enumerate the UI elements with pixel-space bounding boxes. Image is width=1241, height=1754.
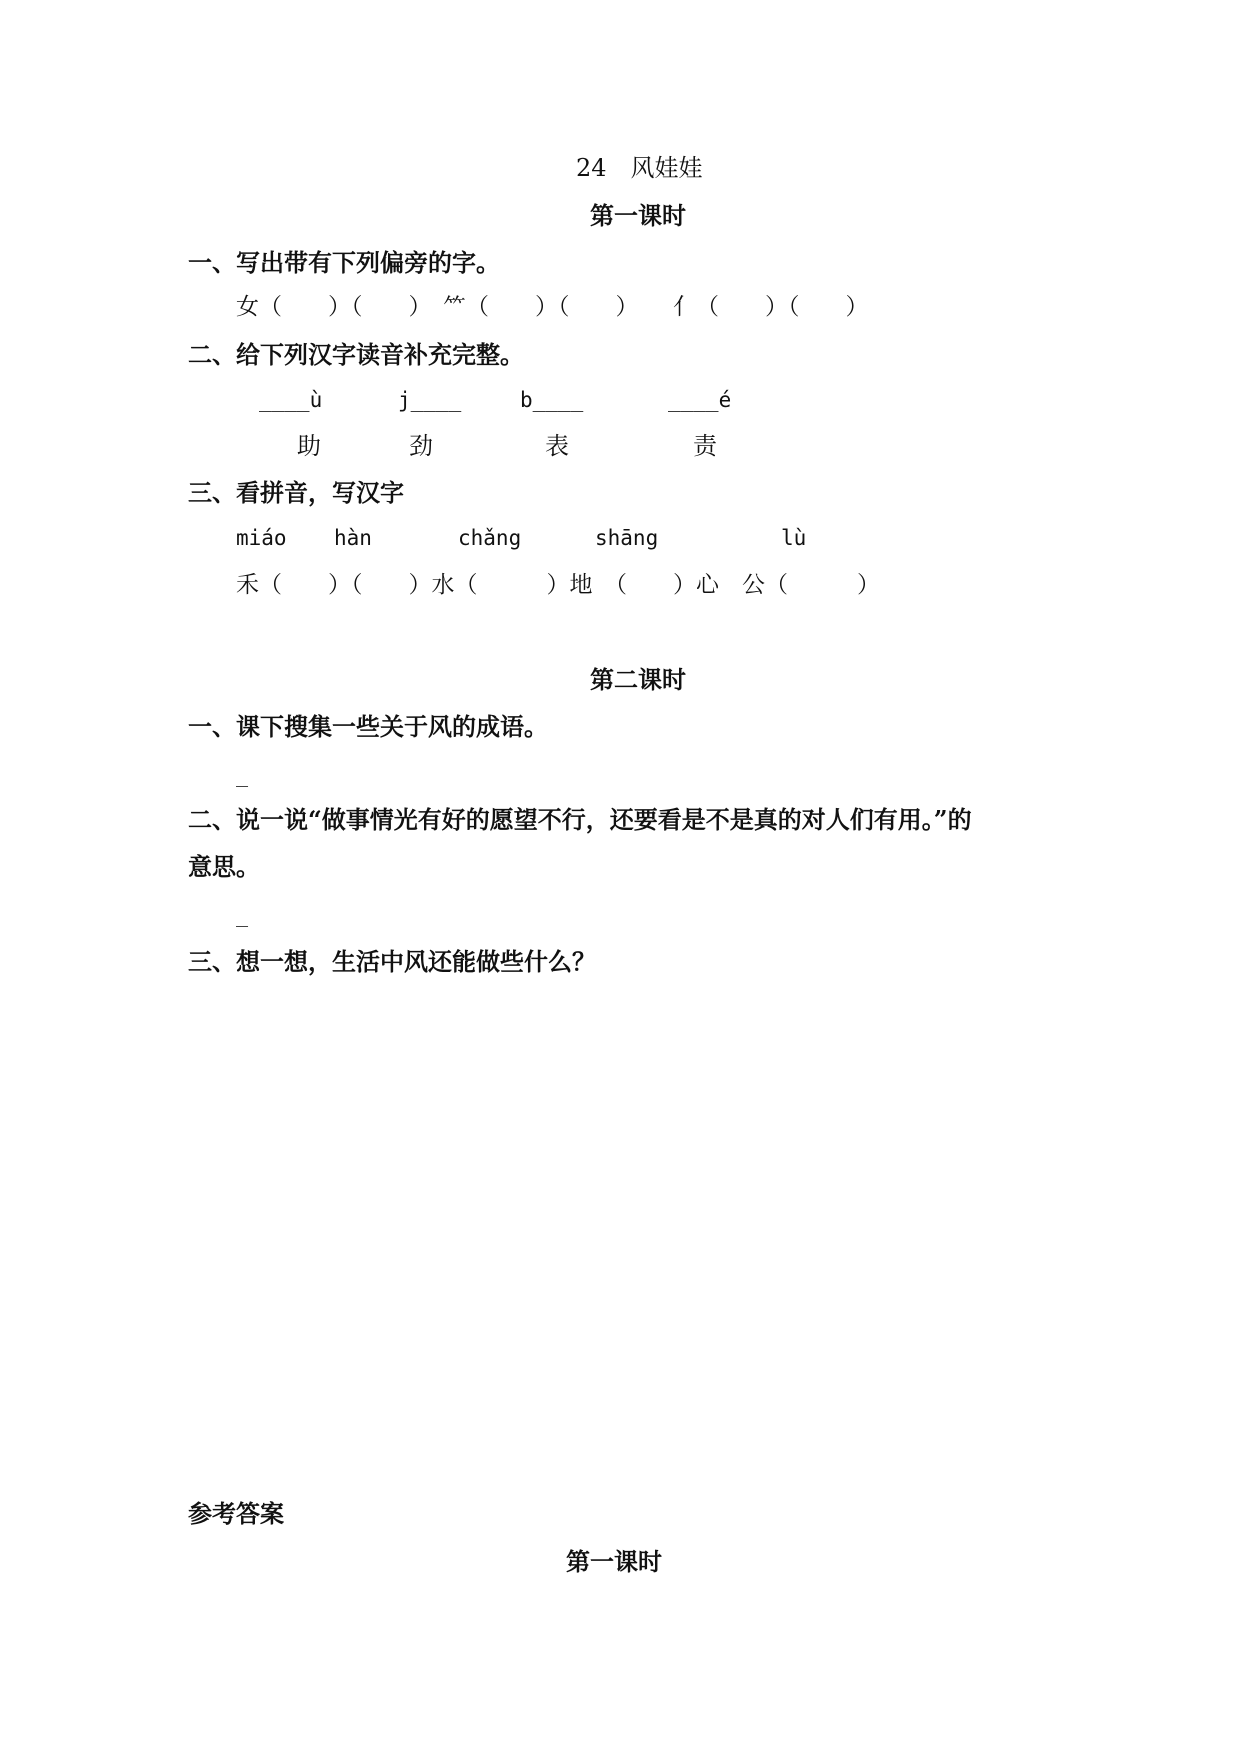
lesson2-question-2-cont: 意思。 <box>188 852 260 881</box>
lesson1-question-1: 一、写出带有下列偏旁的字。 <box>188 248 500 277</box>
lesson2-question-3: 三、想一想，生活中风还能做些什么？ <box>188 947 596 976</box>
answer-blank: _ <box>236 763 249 787</box>
pinyin-blank: ____ù <box>259 388 323 412</box>
pinyin-label: miáo <box>236 526 287 550</box>
pinyin-label: hàn <box>334 526 372 550</box>
hanzi-char: 助 <box>297 432 321 460</box>
page-title: 24 风娃娃 <box>576 154 703 182</box>
pinyin-label: shāng <box>595 526 659 550</box>
answers-heading: 第一课时 <box>566 1547 662 1576</box>
hanzi-char: 责 <box>693 432 717 460</box>
pinyin-blank: b____ <box>520 388 584 412</box>
lesson1-question-2: 二、给下列汉字读音补充完整。 <box>188 340 524 369</box>
radical-blanks-line: 女（ ）（ ） ⺮（ ）（ ） 亻（ ）（ ） <box>236 294 869 320</box>
lesson2-heading: 第二课时 <box>590 665 686 694</box>
hanzi-blanks-line: 禾（ ）（ ）水（ ）地 （ ）心 公（ ） <box>236 572 880 598</box>
lesson2-question-2: 二、说一说“做事情光有好的愿望不行，还要看是不是真的对人们有用。”的 <box>188 805 972 834</box>
lesson1-question-3: 三、看拼音，写汉字 <box>188 478 404 507</box>
hanzi-char: 劲 <box>409 432 433 460</box>
pinyin-label: lù <box>781 526 807 550</box>
pinyin-label: chǎng <box>458 526 522 550</box>
answers-label: 参考答案 <box>188 1499 284 1528</box>
lesson1-heading: 第一课时 <box>590 201 686 230</box>
hanzi-char: 表 <box>545 432 569 460</box>
answer-blank: _ <box>236 903 249 927</box>
pinyin-blank: j____ <box>398 388 462 412</box>
lesson2-question-1: 一、课下搜集一些关于风的成语。 <box>188 712 548 741</box>
pinyin-blank: ____é <box>668 388 732 412</box>
